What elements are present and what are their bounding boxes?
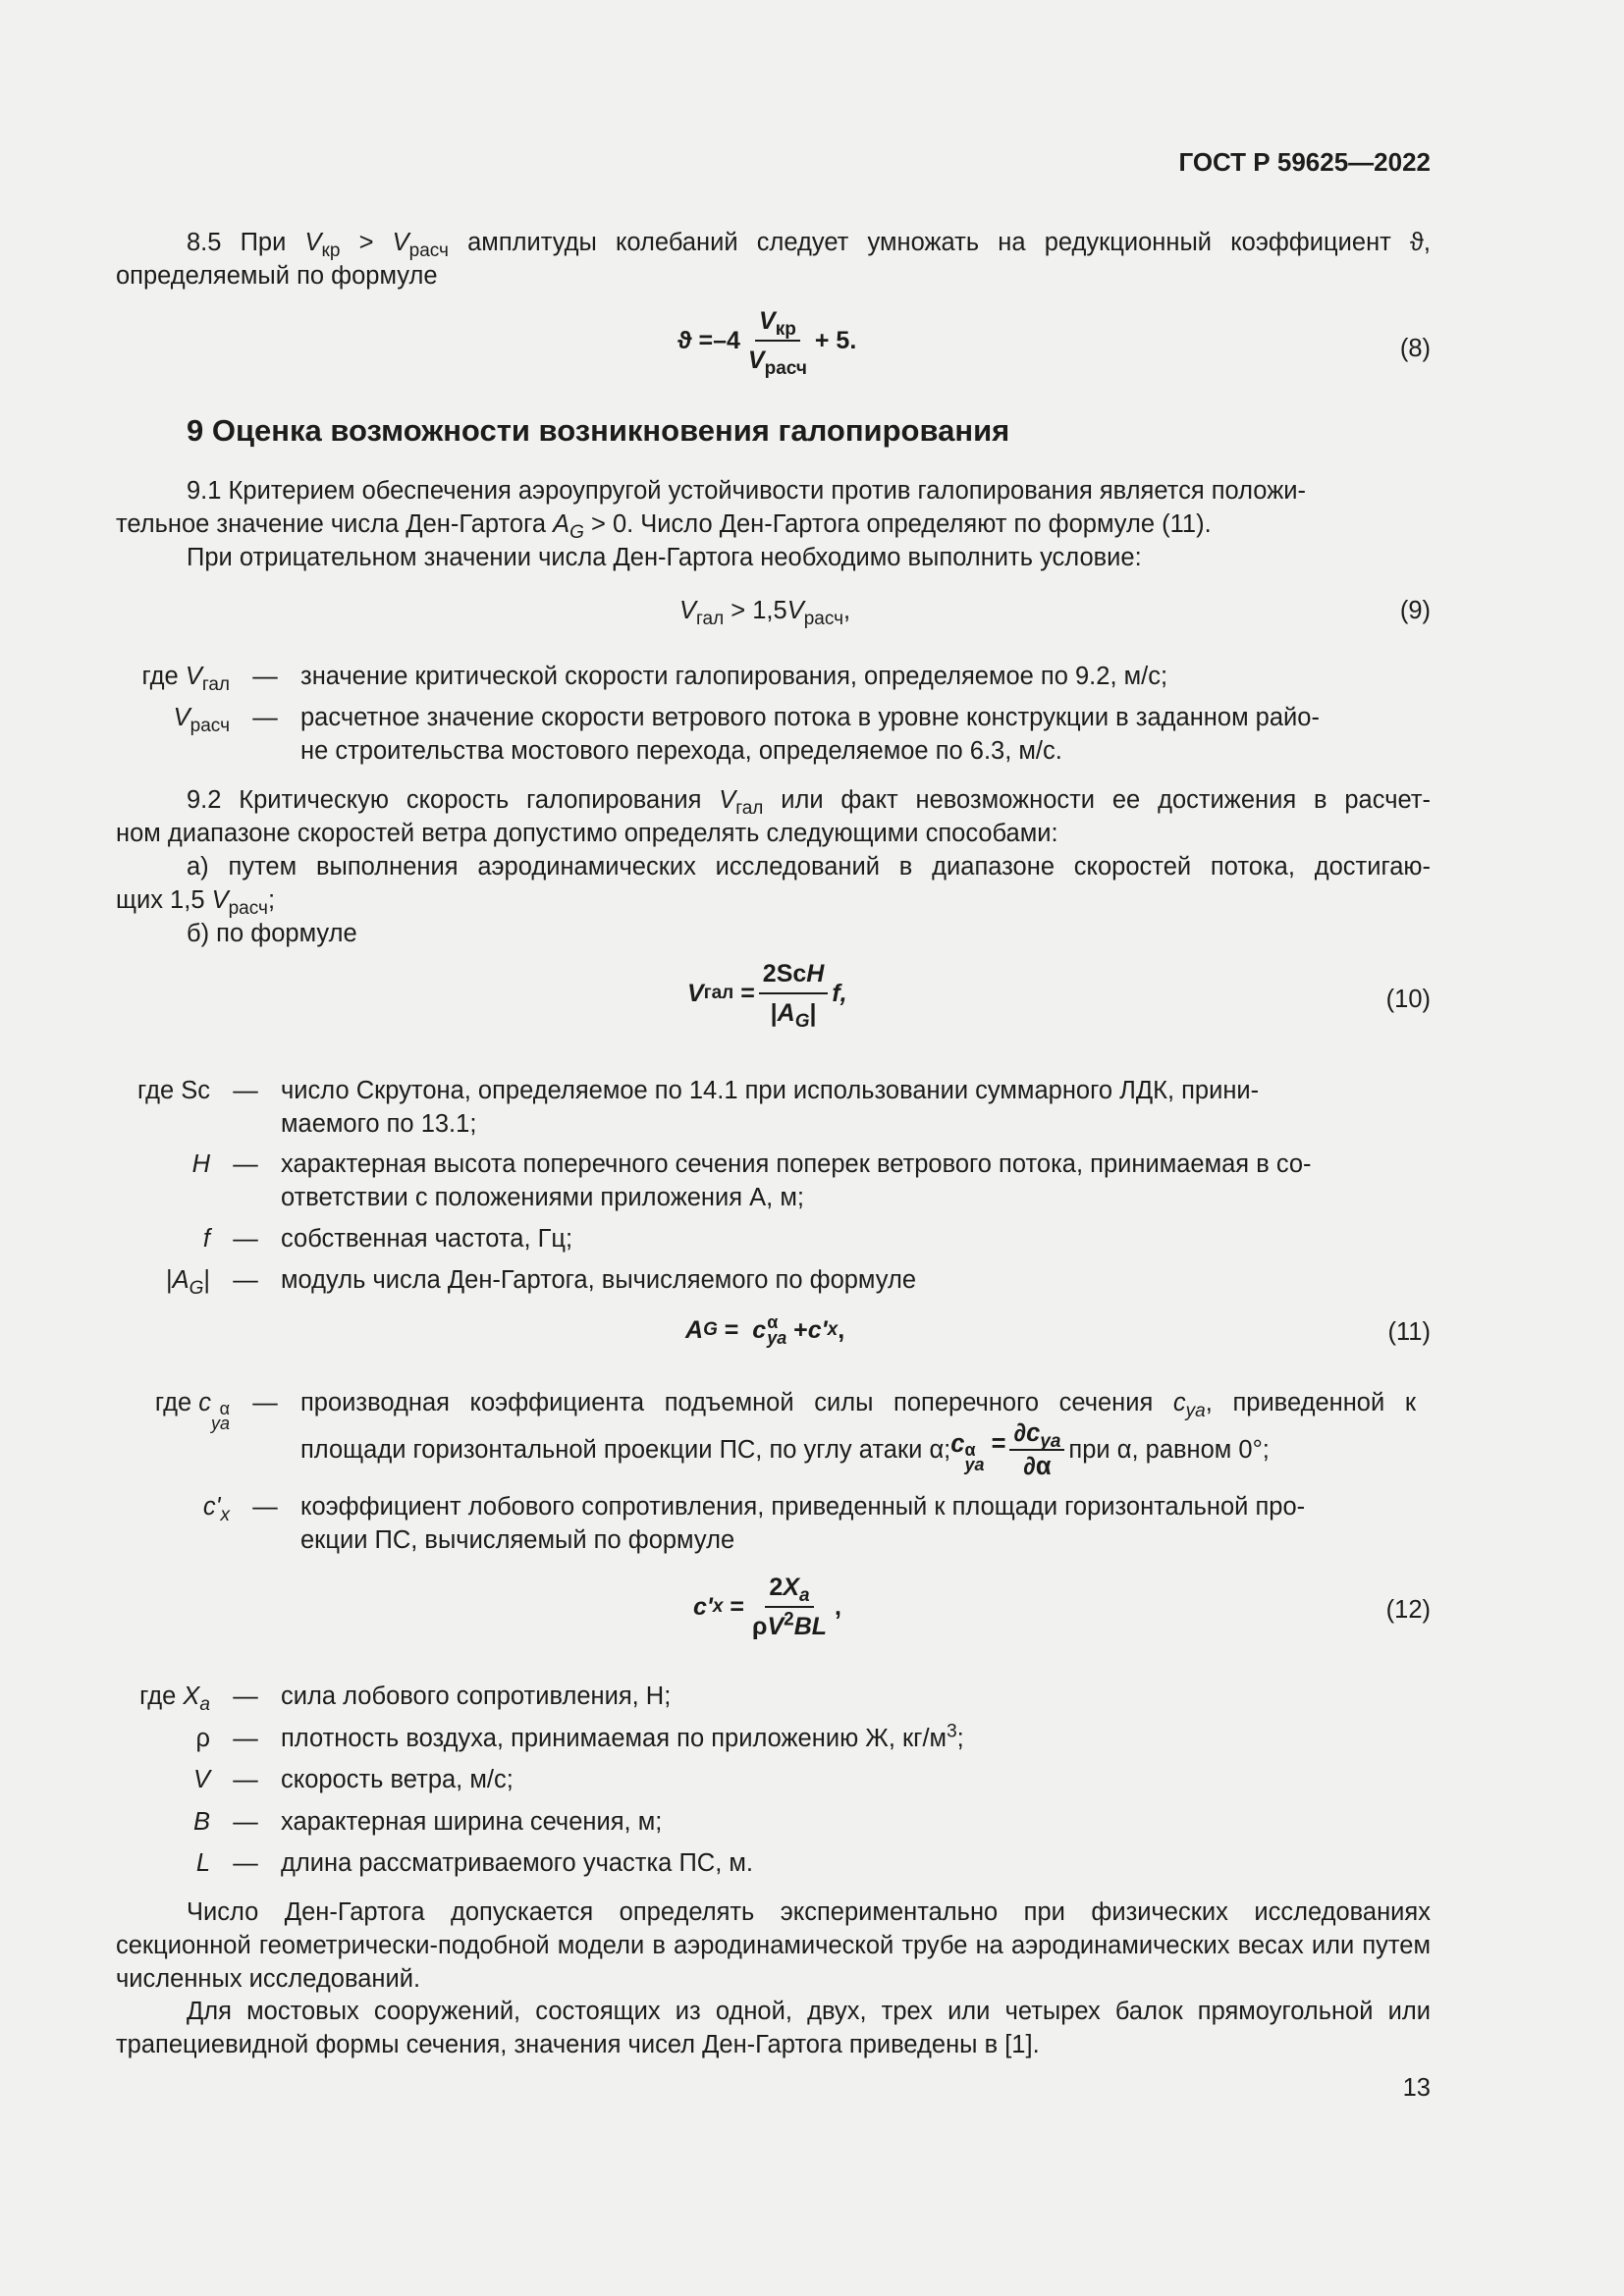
where-item-cx: $c'_x$ — коэффициент лобового сопротивления, приведенный к площади горизонтальной про- екции ПС, вычисляемый по формуле — [202, 1493, 1306, 1554]
where-item-xa: где $X_a$ — сила лобового сопротивления, Н; — [139, 1682, 672, 1716]
paragraph-9-2: 9.2 Критическую скорость галопирования $V_{гал}$ или факт невозможности ее достижения в расчет- ном диапазоне скоростей ветра допустимо определять следующими способами: а) путем выполнения аэродинамических исследований в диапазоне скоростей потока, достигаю- щих 1,5 $V_{расч}$; б) по формуле — [116, 786, 1431, 947]
where-item-rho: ρ — плотность воздуха, принимаемая по приложению Ж, $кг/м^3$; — [195, 1721, 964, 1752]
section-title-9: 9 Оценка возможности возникновения галопирования — [187, 413, 1010, 448]
formula-9: $V_{гал} > 1,5V_{расч}$, — [679, 597, 851, 630]
where-item-l: L — длина рассматриваемого участка ПС, м. — [195, 1849, 753, 1877]
where-item-sc: где Sc — число Скрутона, определяемое по 14.1 при использовании суммарного ЛДК, прини- маемого по 13.1; — [136, 1077, 1260, 1138]
paragraph-den-hartog-bridges: Для мостовых сооружений, состоящих из одной, двух, трех или четырех балок прямоугольной или трапециевидной формы сечения, значения чисел Ден-Гартога приведены в [1]. — [116, 1998, 1431, 2058]
paragraph-9-1: 9.1 Критерием обеспечения аэроупругой устойчивости против галопирования является положи- тельное значение числа Ден-Гартога $A_G > 0$. Число Ден-Гартога определяют по формуле (11). При отрицательном значении числа Ден-Гартога необходимо выполнить условие: — [116, 477, 1306, 571]
formula-10: V гал = $\frac{\text{2ScH}}{|A_G|}$ f, — [687, 957, 847, 1030]
formula-11: A G = c α ya + c' x , — [685, 1312, 845, 1348]
paragraph-den-hartog-experimental: Число Ден-Гартога допускается определять экспериментально при физических исследованиях секционной геометрически-подобной модели в аэродинамической трубе на аэродинамических весах или путем численных исследований. — [116, 1898, 1431, 1993]
formula-8: ϑ = –4 $\frac{V_{кр}}{V_{расч}}$ + 5. — [677, 304, 856, 377]
where-item-ag: $|A_G|$ — модуль числа Ден-Гартога, вычисляемого по формуле — [165, 1266, 917, 1300]
where-item-b: B — характерная ширина сечения, м; — [192, 1808, 663, 1836]
equation-number-12: (12) — [1385, 1596, 1431, 1624]
equation-number-10: (10) — [1385, 986, 1431, 1013]
equation-number-9: (9) — [1399, 597, 1431, 624]
where-item-v-rasch: $V_{расч}$ — расчетное значение скорости ветрового потока в уровне конструкции в заданном райо- не строительства мостового перехода, определяемое по 6.3, м/с. — [173, 704, 1320, 765]
document-header: ГОСТ Р 59625—2022 — [1178, 147, 1431, 177]
paragraph-8-5: 8.5 При $V_{кр} > V_{расч}$ амплитуды колебаний следует умножать на редукционный коэффициент ϑ, определяемый по формуле — [116, 229, 1432, 290]
where-item-v: V — скорость ветра, м/с; — [192, 1766, 514, 1793]
equation-number-11: (11) — [1387, 1318, 1431, 1346]
equation-number-8: (8) — [1399, 335, 1431, 362]
where-item-f: f — собственная частота, Гц; — [202, 1225, 573, 1253]
formula-12: c' x = $\frac{2X_a}{\rho V^2BL}$ , — [693, 1571, 841, 1643]
page-number: 13 — [1402, 2074, 1431, 2102]
where-item-cya-alpha: где c α ya — производная коэффициента подъемной силы поперечного сечения $c_{ya}$, приведенной к площади горизонтальной проекции ПС, по углу атаки α; c α ya = $\frac{\partial c_{ya}}{\partial\alpha}$ при α, равном 0°; — [154, 1389, 1416, 1480]
where-item-h: H — характерная высота поперечного сечения поперек ветрового потока, принимаемая в со- ответствии с положениями приложения А, м; — [191, 1150, 1312, 1211]
where-item-v-gal: где $V_{гал}$ — значение критической скорости галопирования, определяемое по 9.2, м/с; — [141, 663, 1168, 696]
